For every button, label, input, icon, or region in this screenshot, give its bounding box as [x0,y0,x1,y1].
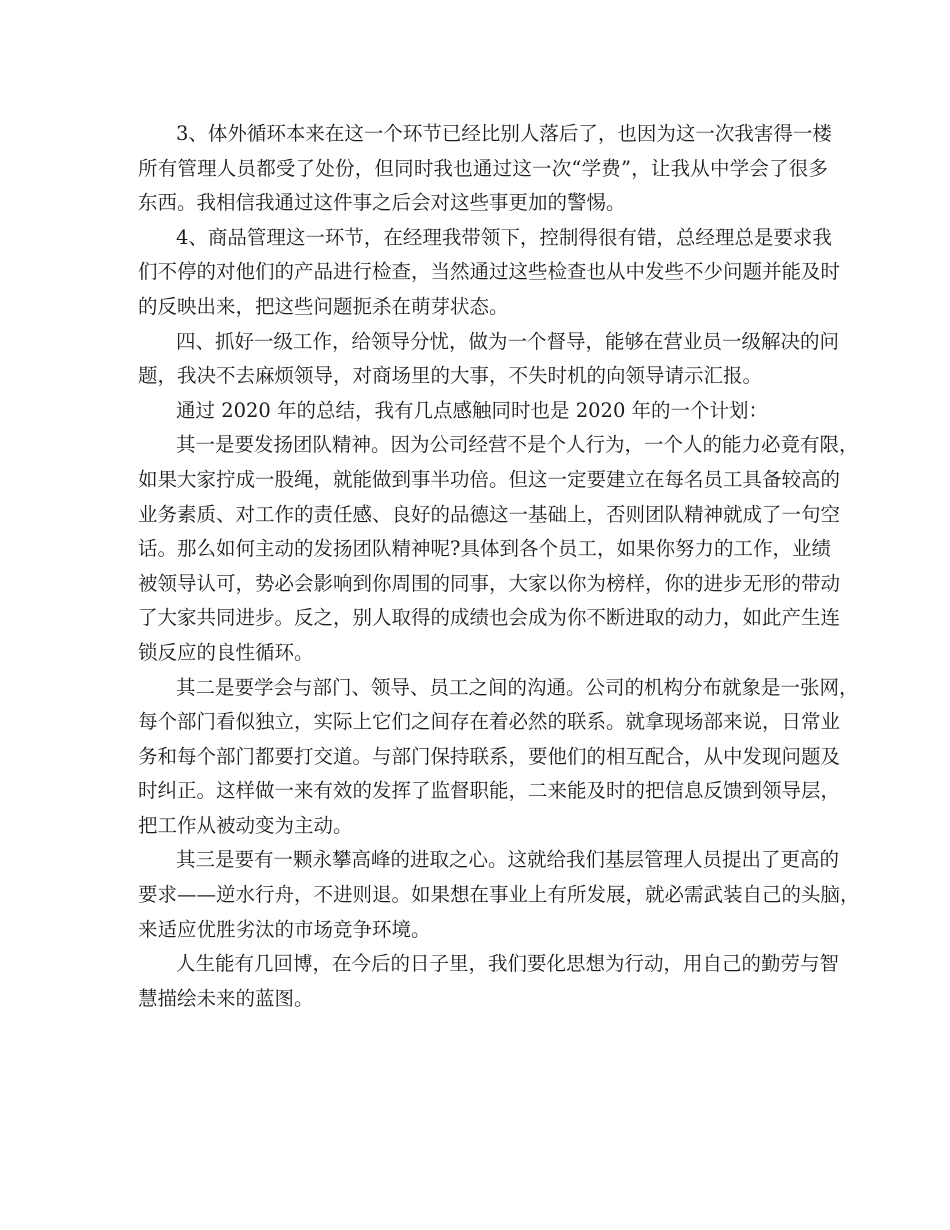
paragraph-line: 其一是要发扬团队精神。因为公司经营不是个人行为，一个人的能力必竟有限， [176,433,859,457]
paragraph-line: 话。那么如何主动的发扬团队精神呢?具体到各个员工，如果你努力的工作，业绩 [138,537,831,561]
paragraph-line: 4、商品管理这一环节，在经理我带领下，控制得很有错，总经理总是要求我 [176,225,832,249]
paragraph-line: 通过 2020 年的总结，我有几点感触同时也是 2020 年的一个计划： [176,398,769,422]
paragraph-line: 东西。我相信我通过这件事之后会对这些事更加的警惕。 [138,191,626,215]
document-body [138,117,860,1016]
paragraph-line: 的反映出来，把这些问题扼杀在萌芽状态。 [138,294,509,318]
paragraph-line: 业务素质、对工作的责任感、良好的品德这一基础上，否则团队精神就成了一句空 [138,502,841,526]
paragraph [138,394,828,429]
paragraph [138,325,840,394]
paragraph-line: 来适应优胜劣汰的市场竞争环境。 [138,917,431,941]
paragraph-line: 四、抓好一级工作，给领导分忧，做为一个督导，能够在营业员一级解决的问 [176,329,840,353]
paragraph-line: 慧描绘未来的蓝图。 [138,986,314,1010]
paragraph-line: 时纠正。这样做一来有效的发挥了监督职能，二来能及时的把信息反馈到领导层， [138,779,841,803]
paragraph-line: 如果大家拧成一股绳，就能做到事半功倍。但这一定要建立在每名员工具备较高的 [138,467,841,491]
paragraph-line: 了大家共同进步。反之，别人取得的成绩也会成为你不断进取的动力，如此产生连 [138,606,841,630]
paragraph-line: 们不停的对他们的产品进行检查，当然通过这些检查也从中发些不少问题并能及时 [138,260,841,284]
paragraph-line: 务和每个部门都要打交道。与部门保持联系，要他们的相互配合，从中发现问题及 [138,744,841,768]
paragraph [138,117,832,221]
paragraph-line: 锁反应的良性循环。 [138,640,314,664]
paragraph-line: 所有管理人员都受了处份，但同时我也通过这一次“学费”，让我从中学会了很多 [138,156,828,180]
paragraph [138,671,859,844]
paragraph-line: 3、体外循环本来在这一个环节已经比别人落后了，也因为这一次我害得一楼 [176,122,832,145]
paragraph [138,947,840,1016]
paragraph-line: 其三是要有一颗永攀高峰的进取之心。这就给我们基层管理人员提出了更高的 [176,848,840,872]
paragraph-line: 人生能有几回博，在今后的日子里，我们要化思想为行动，用自己的勤劳与智 [176,952,840,976]
paragraph-line: 被领导认可，势必会影响到你周围的同事，大家以你为榜样，你的进步无形的带动 [138,571,841,595]
paragraph [138,428,859,670]
paragraph-line: 每个部门看似独立，实际上它们之间存在着必然的联系。就拿现场部来说，日常业 [138,710,841,734]
paragraph-line: 把工作从被动变为主动。 [138,813,353,837]
paragraph [138,843,860,947]
paragraph-line: 其二是要学会与部门、领导、员工之间的沟通。公司的机构分布就象是一张网， [176,675,859,699]
paragraph-line: 题，我决不去麻烦领导，对商场里的大事，不失时机的向领导请示汇报。 [138,364,763,388]
paragraph-line: 要求——逆水行舟，不进则退。如果想在事业上有所发展，就必需武装自己的头脑， [138,883,860,907]
paragraph [138,221,841,325]
